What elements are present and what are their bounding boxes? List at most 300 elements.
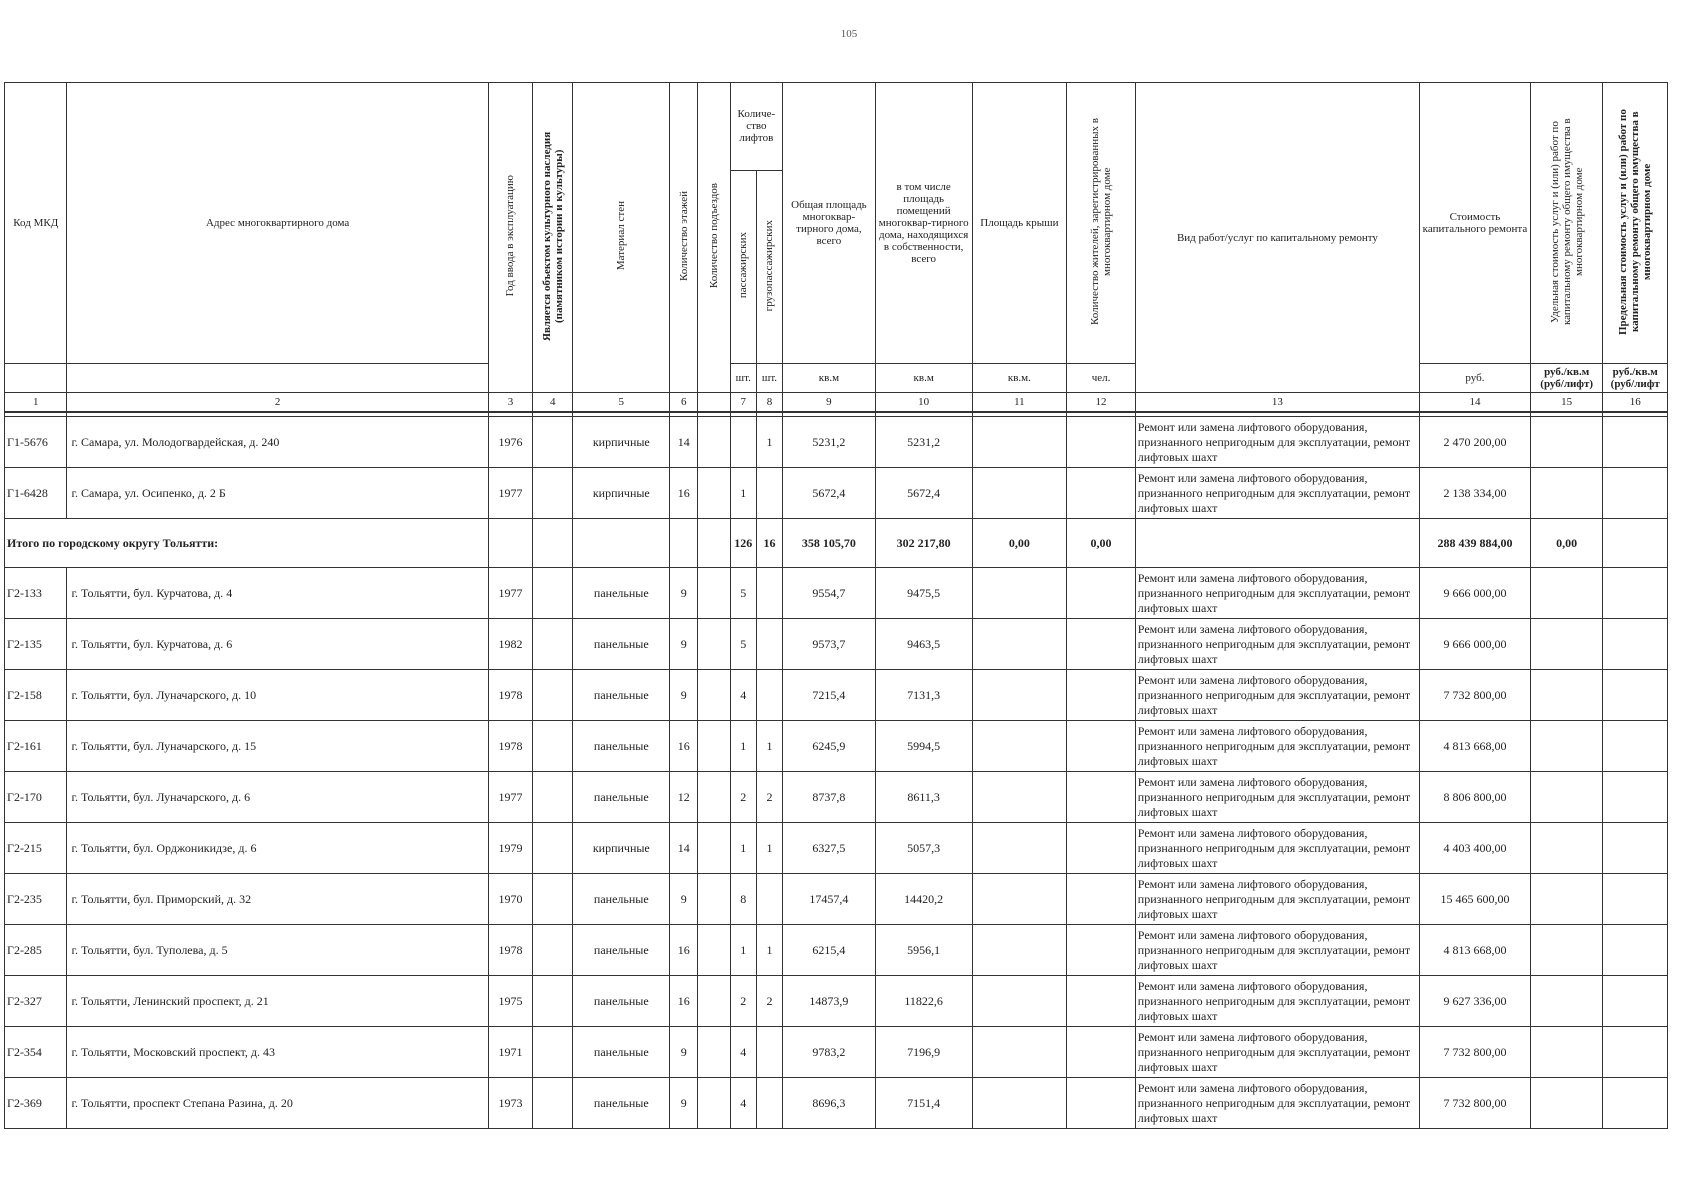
- cell-roof-area: [972, 417, 1067, 468]
- cell-passenger-lifts: 1: [730, 925, 756, 976]
- cell-address: г. Тольятти, бул. Луначарского, д. 10: [67, 670, 488, 721]
- cell-total-area: 6215,4: [783, 925, 876, 976]
- cell-total-area: 17457,4: [783, 874, 876, 925]
- cell-heritage: [533, 619, 573, 670]
- cell-material: панельные: [573, 874, 670, 925]
- cell-residents: [1067, 468, 1136, 519]
- cell-max-cost: [1603, 874, 1668, 925]
- col-number-blank: [698, 393, 730, 413]
- cell-max-cost: [1603, 823, 1668, 874]
- cell-entrances: [698, 1027, 730, 1078]
- unit-cost: руб.: [1420, 364, 1531, 393]
- cell-passenger-lifts: 5: [730, 568, 756, 619]
- cell-unit-cost: [1530, 823, 1603, 874]
- total-area: 358 105,70: [783, 519, 876, 568]
- cell-unit-cost: [1530, 976, 1603, 1027]
- cell-cost: 7 732 800,00: [1420, 1027, 1531, 1078]
- cell-material: панельные: [573, 721, 670, 772]
- cell-code: Г2-369: [5, 1078, 67, 1129]
- col-number: 15: [1530, 393, 1603, 413]
- header-cargo-lifts: [756, 170, 782, 363]
- header-unit-cost: [1530, 83, 1603, 364]
- cell-cost: 4 813 668,00: [1420, 721, 1531, 772]
- cell-roof-area: [972, 874, 1067, 925]
- cell-address: г. Тольятти, проспект Степана Разина, д. 20: [67, 1078, 488, 1129]
- total-empty: [670, 519, 698, 568]
- cell-material: панельные: [573, 772, 670, 823]
- cell-work-type: Ремонт или замена лифтового оборудования, признанного непригодным для эксплуатации, ремонт лифтовых шахт: [1135, 874, 1419, 925]
- cell-material: панельные: [573, 976, 670, 1027]
- cell-heritage: [533, 874, 573, 925]
- cell-passenger-lifts: 1: [730, 823, 756, 874]
- cell-heritage: [533, 568, 573, 619]
- col-number: 7: [730, 393, 756, 413]
- cell-code: Г2-215: [5, 823, 67, 874]
- cell-total-area: 6245,9: [783, 721, 876, 772]
- cell-code: Г2-161: [5, 721, 67, 772]
- cell-work-type: Ремонт или замена лифтового оборудования, признанного непригодным для эксплуатации, ремонт лифтовых шахт: [1135, 417, 1419, 468]
- cell-year: 1978: [488, 721, 532, 772]
- cell-residents: [1067, 976, 1136, 1027]
- cell-cost: 9 666 000,00: [1420, 619, 1531, 670]
- cell-year: 1971: [488, 1027, 532, 1078]
- col-number: 10: [875, 393, 972, 413]
- cell-entrances: [698, 468, 730, 519]
- cell-work-type: Ремонт или замена лифтового оборудования, признанного непригодным для эксплуатации, ремонт лифтовых шахт: [1135, 772, 1419, 823]
- cell-floors: 14: [670, 823, 698, 874]
- cell-residents: [1067, 568, 1136, 619]
- table-row: [5, 568, 1668, 619]
- cell-owned-area: 7131,3: [875, 670, 972, 721]
- total-empty: [488, 519, 532, 568]
- total-empty: [533, 519, 573, 568]
- cell-entrances: [698, 417, 730, 468]
- cell-cost: 7 732 800,00: [1420, 1078, 1531, 1129]
- cell-material: панельные: [573, 925, 670, 976]
- col-number: 14: [1420, 393, 1531, 413]
- cell-roof-area: [972, 1078, 1067, 1129]
- cell-max-cost: [1603, 568, 1668, 619]
- col-number: 12: [1067, 393, 1136, 413]
- cell-floors: 12: [670, 772, 698, 823]
- cell-roof-area: [972, 823, 1067, 874]
- cell-heritage: [533, 925, 573, 976]
- header-cargo-lifts-text: грузопассажирских: [763, 219, 776, 312]
- cell-unit-cost: [1530, 670, 1603, 721]
- cell-year: 1978: [488, 670, 532, 721]
- header-code: Код МКД: [5, 83, 67, 364]
- total-empty: [1135, 519, 1419, 568]
- cell-year: 1970: [488, 874, 532, 925]
- total-empty: [1603, 519, 1668, 568]
- cell-address: г. Тольятти, Московский проспект, д. 43: [67, 1027, 488, 1078]
- cell-unit-cost: [1530, 721, 1603, 772]
- header-floors: [670, 83, 698, 393]
- cell-max-cost: [1603, 772, 1668, 823]
- cell-passenger-lifts: 8: [730, 874, 756, 925]
- cell-max-cost: [1603, 925, 1668, 976]
- cell-code: Г2-354: [5, 1027, 67, 1078]
- cell-max-cost: [1603, 417, 1668, 468]
- cell-address: г. Тольятти, бул. Приморский, д. 32: [67, 874, 488, 925]
- header-wall-material-text: Материал стен: [615, 201, 628, 271]
- header-passenger-lifts-text: пассажирских: [737, 232, 750, 299]
- cell-cargo-lifts: [756, 1078, 782, 1129]
- cell-unit-cost: [1530, 417, 1603, 468]
- cell-floors: 9: [670, 1078, 698, 1129]
- header-work-type: Вид работ/услуг по капитальному ремонту: [1135, 83, 1419, 393]
- header-wall-material: [573, 83, 670, 393]
- cell-year: 1977: [488, 568, 532, 619]
- cell-roof-area: [972, 619, 1067, 670]
- cell-passenger-lifts: 4: [730, 1027, 756, 1078]
- header-year-text: Год ввода в эксплуатацию: [504, 175, 517, 297]
- cell-year: 1973: [488, 1078, 532, 1129]
- cell-entrances: [698, 721, 730, 772]
- cell-total-area: 8737,8: [783, 772, 876, 823]
- cell-code: Г1-6428: [5, 468, 67, 519]
- cell-heritage: [533, 823, 573, 874]
- header-total-area: Общая площадь многоквар-тирного дома, всего: [783, 83, 876, 364]
- col-number: 16: [1603, 393, 1668, 413]
- cell-code: Г2-170: [5, 772, 67, 823]
- cell-year: 1977: [488, 772, 532, 823]
- total-unit-cost: 0,00: [1530, 519, 1603, 568]
- cell-heritage: [533, 468, 573, 519]
- col-number: 11: [972, 393, 1067, 413]
- cell-owned-area: 11822,6: [875, 976, 972, 1027]
- cell-owned-area: 9475,5: [875, 568, 972, 619]
- cell-heritage: [533, 1027, 573, 1078]
- cell-roof-area: [972, 468, 1067, 519]
- cell-passenger-lifts: 5: [730, 619, 756, 670]
- cell-unit-cost: [1530, 874, 1603, 925]
- col-number: 6: [670, 393, 698, 413]
- table-header: [5, 83, 1668, 413]
- cell-material: панельные: [573, 568, 670, 619]
- cell-cargo-lifts: 1: [756, 417, 782, 468]
- cell-cost: 15 465 600,00: [1420, 874, 1531, 925]
- cell-unit-cost: [1530, 1027, 1603, 1078]
- cell-residents: [1067, 417, 1136, 468]
- cell-cargo-lifts: [756, 468, 782, 519]
- cell-owned-area: 5672,4: [875, 468, 972, 519]
- cell-total-area: 8696,3: [783, 1078, 876, 1129]
- cell-owned-area: 5231,2: [875, 417, 972, 468]
- col-number: 13: [1135, 393, 1419, 413]
- capital-repair-table-wrapper: [4, 82, 1668, 1129]
- unit-address: [67, 364, 488, 393]
- cell-work-type: Ремонт или замена лифтового оборудования, признанного непригодным для эксплуатации, ремонт лифтовых шахт: [1135, 568, 1419, 619]
- cell-owned-area: 7196,9: [875, 1027, 972, 1078]
- header-owned-area: в том числе площадь помещений многоквар-тирного дома, находящихся в собственности, всего: [875, 83, 972, 364]
- header-residents-text: Количество жителей, зарегистрированных в многоквартирном доме: [1089, 118, 1114, 325]
- cell-entrances: [698, 823, 730, 874]
- cell-residents: [1067, 1027, 1136, 1078]
- cell-year: 1982: [488, 619, 532, 670]
- cell-entrances: [698, 772, 730, 823]
- cell-max-cost: [1603, 468, 1668, 519]
- cell-work-type: Ремонт или замена лифтового оборудования, признанного непригодным для эксплуатации, ремонт лифтовых шахт: [1135, 976, 1419, 1027]
- cell-code: Г2-235: [5, 874, 67, 925]
- table-row: [5, 619, 1668, 670]
- cell-address: г. Самара, ул. Молодогвардейская, д. 240: [67, 417, 488, 468]
- cell-floors: 9: [670, 568, 698, 619]
- cell-passenger-lifts: 1: [730, 721, 756, 772]
- cell-work-type: Ремонт или замена лифтового оборудования, признанного непригодным для эксплуатации, ремонт лифтовых шахт: [1135, 619, 1419, 670]
- cell-max-cost: [1603, 670, 1668, 721]
- cell-work-type: Ремонт или замена лифтового оборудования, признанного непригодным для эксплуатации, ремонт лифтовых шахт: [1135, 670, 1419, 721]
- cell-cost: 9 627 336,00: [1420, 976, 1531, 1027]
- cell-address: г. Тольятти, бул. Луначарского, д. 15: [67, 721, 488, 772]
- cell-floors: 16: [670, 976, 698, 1027]
- capital-repair-table: [4, 82, 1668, 1129]
- cell-owned-area: 5057,3: [875, 823, 972, 874]
- cell-entrances: [698, 670, 730, 721]
- col-number: 8: [756, 393, 782, 413]
- table-row: [5, 721, 1668, 772]
- cell-roof-area: [972, 1027, 1067, 1078]
- cell-work-type: Ремонт или замена лифтового оборудования, признанного непригодным для эксплуатации, ремонт лифтовых шахт: [1135, 1027, 1419, 1078]
- total-empty: [573, 519, 670, 568]
- unit-cargo: шт.: [756, 364, 782, 393]
- cell-address: г. Тольятти, бул. Курчатова, д. 6: [67, 619, 488, 670]
- cell-owned-area: 5994,5: [875, 721, 972, 772]
- cell-entrances: [698, 976, 730, 1027]
- cell-owned-area: 5956,1: [875, 925, 972, 976]
- cell-owned-area: 8611,3: [875, 772, 972, 823]
- header-residents: [1067, 83, 1136, 364]
- header-address: Адрес многоквартирного дома: [67, 83, 488, 364]
- cell-material: панельные: [573, 619, 670, 670]
- cell-residents: [1067, 772, 1136, 823]
- cell-owned-area: 7151,4: [875, 1078, 972, 1129]
- cell-cargo-lifts: 2: [756, 772, 782, 823]
- cell-material: кирпичные: [573, 468, 670, 519]
- total-cost: 288 439 884,00: [1420, 519, 1531, 568]
- cell-floors: 16: [670, 721, 698, 772]
- cell-material: кирпичные: [573, 417, 670, 468]
- total-label: Итого по городскому округу Тольятти:: [5, 519, 489, 568]
- header-roof-area: Площадь крыши: [972, 83, 1067, 364]
- cell-cost: 7 732 800,00: [1420, 670, 1531, 721]
- cell-material: кирпичные: [573, 823, 670, 874]
- cell-total-area: 14873,9: [783, 976, 876, 1027]
- cell-total-area: 9783,2: [783, 1027, 876, 1078]
- cell-heritage: [533, 976, 573, 1027]
- cell-roof-area: [972, 721, 1067, 772]
- cell-owned-area: 9463,5: [875, 619, 972, 670]
- header-lifts-group: Количе-ство лифтов: [730, 83, 782, 171]
- cell-address: г. Тольятти, Ленинский проспект, д. 21: [67, 976, 488, 1027]
- cell-heritage: [533, 417, 573, 468]
- cell-year: 1978: [488, 925, 532, 976]
- header-heritage-text: Является объектом культурного наследия (памятником истории и культуры): [540, 131, 565, 341]
- unit-roof-area: кв.м.: [972, 364, 1067, 393]
- cell-cost: 9 666 000,00: [1420, 568, 1531, 619]
- cell-work-type: Ремонт или замена лифтового оборудования, признанного непригодным для эксплуатации, ремонт лифтовых шахт: [1135, 468, 1419, 519]
- cell-heritage: [533, 670, 573, 721]
- cell-code: Г1-5676: [5, 417, 67, 468]
- unit-residents: чел.: [1067, 364, 1136, 393]
- header-entrances: [698, 83, 730, 393]
- cell-address: г. Тольятти, бул. Луначарского, д. 6: [67, 772, 488, 823]
- cell-roof-area: [972, 925, 1067, 976]
- header-unit-cost-text: Удельная стоимость услуг и (или) работ по капитальному ремонту общего имущества в многоквартирном доме: [1548, 118, 1585, 325]
- cell-unit-cost: [1530, 468, 1603, 519]
- table-row: [5, 670, 1668, 721]
- cell-passenger-lifts: [730, 417, 756, 468]
- cell-passenger-lifts: 1: [730, 468, 756, 519]
- cell-total-area: 5231,2: [783, 417, 876, 468]
- cell-passenger-lifts: 2: [730, 772, 756, 823]
- table-row: [5, 468, 1668, 519]
- cell-residents: [1067, 721, 1136, 772]
- cell-heritage: [533, 772, 573, 823]
- cell-unit-cost: [1530, 1078, 1603, 1129]
- cell-cost: 4 403 400,00: [1420, 823, 1531, 874]
- cell-heritage: [533, 1078, 573, 1129]
- header-max-cost: [1603, 83, 1668, 364]
- cell-address: г. Тольятти, бул. Туполева, д. 5: [67, 925, 488, 976]
- cell-max-cost: [1603, 976, 1668, 1027]
- total-passenger-lifts: 126: [730, 519, 756, 568]
- table-row: [5, 823, 1668, 874]
- cell-work-type: Ремонт или замена лифтового оборудования, признанного непригодным для эксплуатации, ремонт лифтовых шахт: [1135, 721, 1419, 772]
- header-year: [488, 83, 532, 393]
- cell-unit-cost: [1530, 772, 1603, 823]
- cell-unit-cost: [1530, 925, 1603, 976]
- cell-code: Г2-285: [5, 925, 67, 976]
- cell-work-type: Ремонт или замена лифтового оборудования, признанного непригодным для эксплуатации, ремонт лифтовых шахт: [1135, 823, 1419, 874]
- cell-floors: 16: [670, 468, 698, 519]
- cell-code: Г2-133: [5, 568, 67, 619]
- unit-owned-area: кв.м: [875, 364, 972, 393]
- page-number: 105: [840, 28, 858, 40]
- cell-floors: 9: [670, 619, 698, 670]
- header-heritage: [533, 83, 573, 393]
- cell-cargo-lifts: [756, 568, 782, 619]
- cell-max-cost: [1603, 1027, 1668, 1078]
- cell-roof-area: [972, 568, 1067, 619]
- cell-address: г. Самара, ул. Осипенко, д. 2 Б: [67, 468, 488, 519]
- cell-cargo-lifts: 1: [756, 823, 782, 874]
- cell-passenger-lifts: 2: [730, 976, 756, 1027]
- cell-unit-cost: [1530, 619, 1603, 670]
- cell-year: 1975: [488, 976, 532, 1027]
- cell-work-type: Ремонт или замена лифтового оборудования, признанного непригодным для эксплуатации, ремонт лифтовых шахт: [1135, 925, 1419, 976]
- total-row: [5, 519, 1668, 568]
- cell-max-cost: [1603, 619, 1668, 670]
- cell-heritage: [533, 721, 573, 772]
- cell-material: панельные: [573, 1027, 670, 1078]
- table-body: [5, 412, 1668, 1129]
- cell-cargo-lifts: [756, 874, 782, 925]
- cell-passenger-lifts: 4: [730, 1078, 756, 1129]
- col-number: 4: [533, 393, 573, 413]
- total-owned-area: 302 217,80: [875, 519, 972, 568]
- unit-unit-cost: руб./кв.м (руб/лифт): [1530, 364, 1603, 393]
- cell-total-area: 6327,5: [783, 823, 876, 874]
- cell-code: Г2-158: [5, 670, 67, 721]
- cell-residents: [1067, 823, 1136, 874]
- cell-roof-area: [972, 976, 1067, 1027]
- cell-code: Г2-327: [5, 976, 67, 1027]
- total-residents: 0,00: [1067, 519, 1136, 568]
- cell-total-area: 5672,4: [783, 468, 876, 519]
- cell-code: Г2-135: [5, 619, 67, 670]
- unit-passenger: шт.: [730, 364, 756, 393]
- cell-material: панельные: [573, 670, 670, 721]
- cell-address: г. Тольятти, бул. Орджоникидзе, д. 6: [67, 823, 488, 874]
- cell-address: г. Тольятти, бул. Курчатова, д. 4: [67, 568, 488, 619]
- cell-cost: 2 138 334,00: [1420, 468, 1531, 519]
- header-max-cost-text: Предельная стоимость услуг и (или) работ по капитальному ремонту общего имущества в многоквартирном доме: [1617, 108, 1654, 335]
- cell-cargo-lifts: 1: [756, 925, 782, 976]
- cell-floors: 9: [670, 1027, 698, 1078]
- total-empty: [698, 519, 730, 568]
- cell-cost: 4 813 668,00: [1420, 925, 1531, 976]
- cell-cargo-lifts: [756, 1027, 782, 1078]
- cell-cargo-lifts: [756, 619, 782, 670]
- cell-max-cost: [1603, 721, 1668, 772]
- cell-entrances: [698, 619, 730, 670]
- cell-owned-area: 14420,2: [875, 874, 972, 925]
- cell-entrances: [698, 568, 730, 619]
- cell-roof-area: [972, 670, 1067, 721]
- cell-roof-area: [972, 772, 1067, 823]
- cell-year: 1979: [488, 823, 532, 874]
- cell-cost: 8 806 800,00: [1420, 772, 1531, 823]
- cell-floors: 16: [670, 925, 698, 976]
- cell-residents: [1067, 874, 1136, 925]
- table-row: [5, 417, 1668, 468]
- cell-entrances: [698, 925, 730, 976]
- col-number: 2: [67, 393, 488, 413]
- cell-year: 1976: [488, 417, 532, 468]
- col-number: 3: [488, 393, 532, 413]
- cell-max-cost: [1603, 1078, 1668, 1129]
- cell-entrances: [698, 874, 730, 925]
- cell-floors: 9: [670, 874, 698, 925]
- cell-cargo-lifts: 2: [756, 976, 782, 1027]
- col-number: 1: [5, 393, 67, 413]
- total-cargo-lifts: 16: [756, 519, 782, 568]
- unit-max-cost: руб./кв.м (руб/лифт: [1603, 364, 1668, 393]
- cell-cargo-lifts: [756, 670, 782, 721]
- cell-residents: [1067, 670, 1136, 721]
- cell-year: 1977: [488, 468, 532, 519]
- cell-entrances: [698, 1078, 730, 1129]
- cell-floors: 14: [670, 417, 698, 468]
- cell-total-area: 9573,7: [783, 619, 876, 670]
- cell-cost: 2 470 200,00: [1420, 417, 1531, 468]
- header-floors-text: Количество этажей: [677, 190, 690, 282]
- col-number: 5: [573, 393, 670, 413]
- cell-unit-cost: [1530, 568, 1603, 619]
- unit-total-area: кв.м: [783, 364, 876, 393]
- table-row: [5, 1027, 1668, 1078]
- cell-residents: [1067, 619, 1136, 670]
- table-row: [5, 874, 1668, 925]
- unit-code: [5, 364, 67, 393]
- header-passenger-lifts: [730, 170, 756, 363]
- cell-total-area: 9554,7: [783, 568, 876, 619]
- cell-total-area: 7215,4: [783, 670, 876, 721]
- cell-passenger-lifts: 4: [730, 670, 756, 721]
- header-entrances-text: Количество подъездов: [708, 183, 721, 289]
- col-number: 9: [783, 393, 876, 413]
